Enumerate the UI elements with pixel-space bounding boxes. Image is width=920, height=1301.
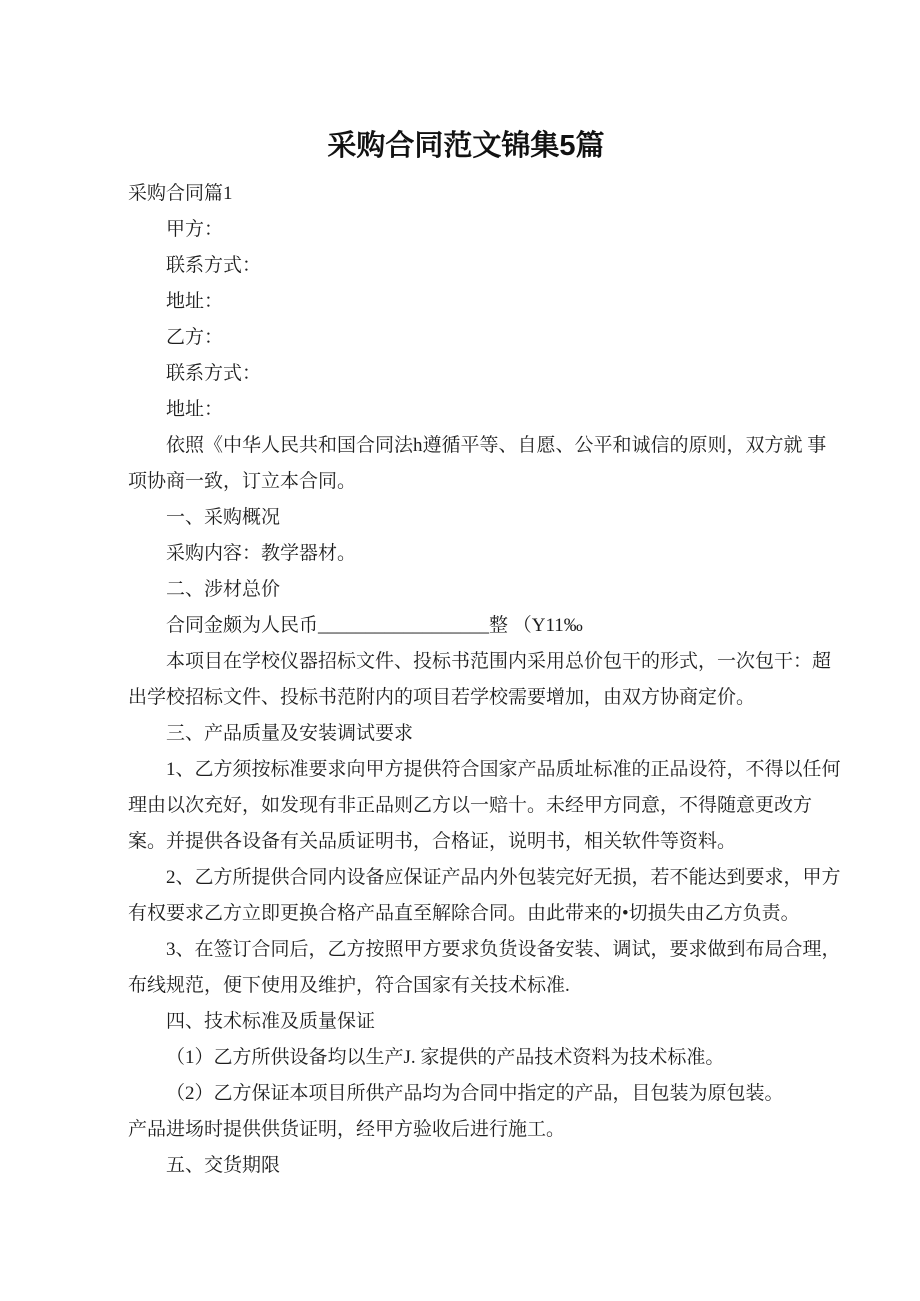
text-line: 地址： (166, 291, 224, 312)
text-line: 本项目在学校仪器招标文件、投标书范围内采用总价包干的形式，一次包干：超 (166, 651, 832, 672)
text-line: 乙方： (166, 327, 224, 348)
text-line: 采购合同篇1 (128, 183, 233, 204)
text-line: 出学校招标文件、投标书范附内的项目若学校需要增加，由双方协商定价。 (128, 687, 756, 708)
text-line: （1）乙方所供设备均以生产J. 家提供的产品技术资料为技术标准。 (166, 1047, 725, 1068)
text-line: 3、在签订合同后，乙方按照甲方要求负货设备安装、调试，要求做到布局合理， (166, 939, 841, 960)
text-line: 项协商一致，订立本合同。 (128, 471, 357, 492)
text-line: 二、涉材总价 (166, 579, 281, 600)
text-line: 产品进场时提供供货证明，经甲方验收后进行施工。 (128, 1119, 566, 1140)
text-line: 依照《中华人民共和国合同法h遵循平等、自愿、公平和诚信的原则，双方就 事 (166, 435, 827, 456)
text-line: 采购内容：教学器材。 (166, 543, 357, 564)
text-line: 地址： (166, 399, 224, 420)
document-body (128, 176, 841, 1184)
text-line: 合同金颇为人民币__________________整 （Y11‰ (166, 615, 583, 636)
text-line: 联系方式： (166, 363, 262, 384)
text-line: 甲方： (166, 219, 224, 240)
text-line: 案。并提供各设备有关品质证明书，合格证，说明书，相关软件等资料。 (128, 831, 737, 852)
text-line: 一、采购概况 (166, 507, 281, 528)
text-line: 理由以次充好，如发现有非正品则乙方以一赔十。未经甲方同意，不得随意更改方 (128, 795, 813, 816)
text-line: 有权要求乙方立即更换合格产品直至解除合同。由此带来的•切损失由乙方负责。 (128, 903, 800, 924)
text-line: 五、交货期限 (166, 1155, 281, 1176)
document-title: 采购合同范文锦集5篇 (327, 130, 605, 162)
text-line: （2）乙方保证本项目所供产品均为合同中指定的产品，目包装为原包装。 (166, 1083, 784, 1104)
text-line: 联系方式： (166, 255, 262, 276)
text-line: 1、乙方须按标准要求向甲方提供符合国家产品质址标准的正品设符，不得以任何 (166, 759, 841, 780)
text-line: 四、技术标准及质量保证 (166, 1011, 376, 1032)
text-line: 布线规范，便下使用及维护，符合国家有关技术标准. (128, 975, 570, 996)
text-line: 2、乙方所提供合同内设备应保证产品内外包装完好无损，若不能达到要求，甲方 (166, 867, 841, 888)
text-line: 三、产品质量及安装调试要求 (166, 723, 414, 744)
